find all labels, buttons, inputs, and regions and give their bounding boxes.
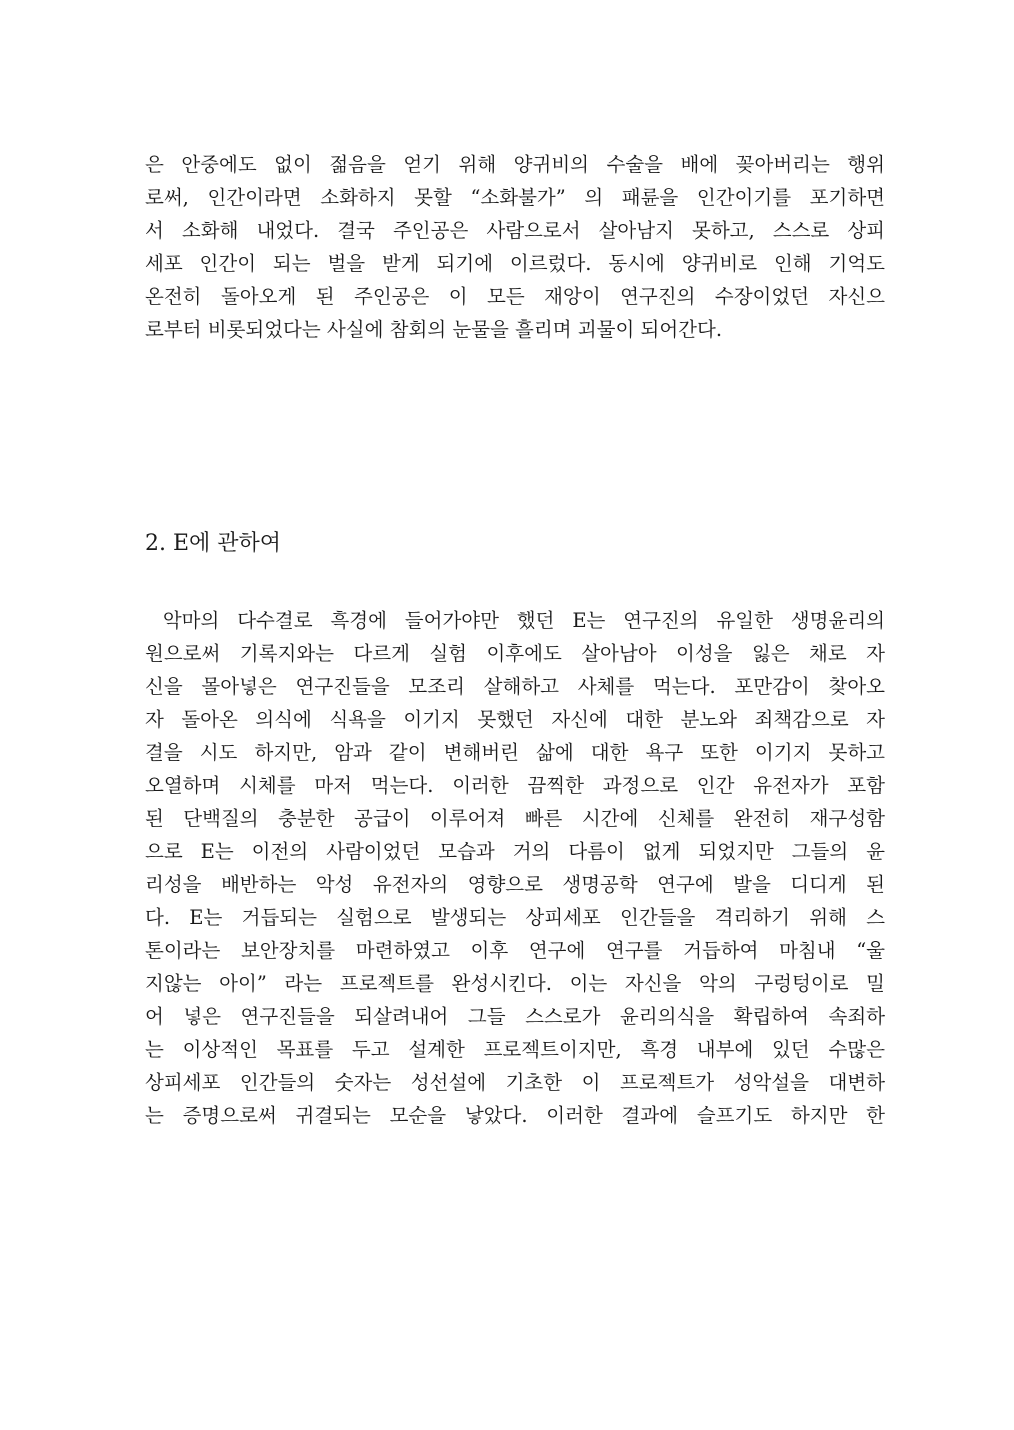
text-line: 은 안중에도 없이 젊음을 얻기 위해 양귀비의 수술을 배에 꽂아버리는 행위 <box>145 153 885 176</box>
text-line: 다. E는 거듭되는 실험으로 발생되는 상피세포 인간들을 격리하기 위해 스 <box>145 906 885 929</box>
paragraph-2 <box>145 604 885 1132</box>
text-line: 악마의 다수결로 흑경에 들어가야만 했던 E는 연구진의 유일한 생명윤리의 <box>145 609 885 632</box>
text-line: 자 돌아온 의식에 식욕을 이기지 못했던 자신에 대한 분노와 죄책감으로 자 <box>145 708 885 731</box>
text-line: 세포 인간이 되는 벌을 받게 되기에 이르렀다. 동시에 양귀비로 인해 기억도 <box>145 252 885 275</box>
text-line: 로부터 비롯되었다는 사실에 참회의 눈물을 흘리며 괴물이 되어간다. <box>145 318 723 341</box>
text-line: 톤이라는 보안장치를 마련하였고 이후 연구에 연구를 거듭하여 마침내 “울 <box>145 939 885 962</box>
text-line: 어 넣은 연구진들을 되살려내어 그들 스스로가 윤리의식을 확립하여 속죄하 <box>145 1005 885 1028</box>
text-line: 지않는 아이” 라는 프로젝트를 완성시킨다. 이는 자신을 악의 구렁텅이로 밀 <box>145 972 885 995</box>
section-heading: 2. E에 관하여 <box>145 531 282 556</box>
text-line: 는 이상적인 목표를 두고 설계한 프로젝트이지만, 흑경 내부에 있던 수많은 <box>145 1038 885 1061</box>
text-line: 신을 몰아넣은 연구진들을 모조리 살해하고 사체를 먹는다. 포만감이 찾아오 <box>145 675 885 698</box>
text-line: 온전히 돌아오게 된 주인공은 이 모든 재앙이 연구진의 수장이었던 자신으 <box>145 285 885 308</box>
text-line: 리성을 배반하는 악성 유전자의 영향으로 생명공학 연구에 발을 디디게 된 <box>145 873 885 896</box>
text-line: 서 소화해 내었다. 결국 주인공은 사람으로서 살아남지 못하고, 스스로 상피 <box>145 219 885 242</box>
text-line: 결을 시도 하지만, 암과 같이 변해버린 삶에 대한 욕구 또한 이기지 못하고 <box>145 741 885 764</box>
text-line: 으로 E는 이전의 사람이었던 모습과 거의 다름이 없게 되었지만 그들의 윤 <box>145 840 885 863</box>
text-line: 는 증명으로써 귀결되는 모순을 낳았다. 이러한 결과에 슬프기도 하지만 한 <box>145 1104 885 1127</box>
text-line: 원으로써 기록지와는 다르게 실험 이후에도 살아남아 이성을 잃은 채로 자 <box>145 642 885 665</box>
text-line: 로써, 인간이라면 소화하지 못할 “소화불가” 의 패륜을 인간이기를 포기하면 <box>145 186 885 209</box>
text-line: 된 단백질의 충분한 공급이 이루어져 빠른 시간에 신체를 완전히 재구성함 <box>145 807 885 830</box>
text-line: 오열하며 시체를 마저 먹는다. 이러한 끔찍한 과정으로 인간 유전자가 포함 <box>145 774 885 797</box>
paragraph-1 <box>145 148 885 346</box>
text-line: 상피세포 인간들의 숫자는 성선설에 기초한 이 프로젝트가 성악설을 대변하 <box>145 1071 885 1094</box>
